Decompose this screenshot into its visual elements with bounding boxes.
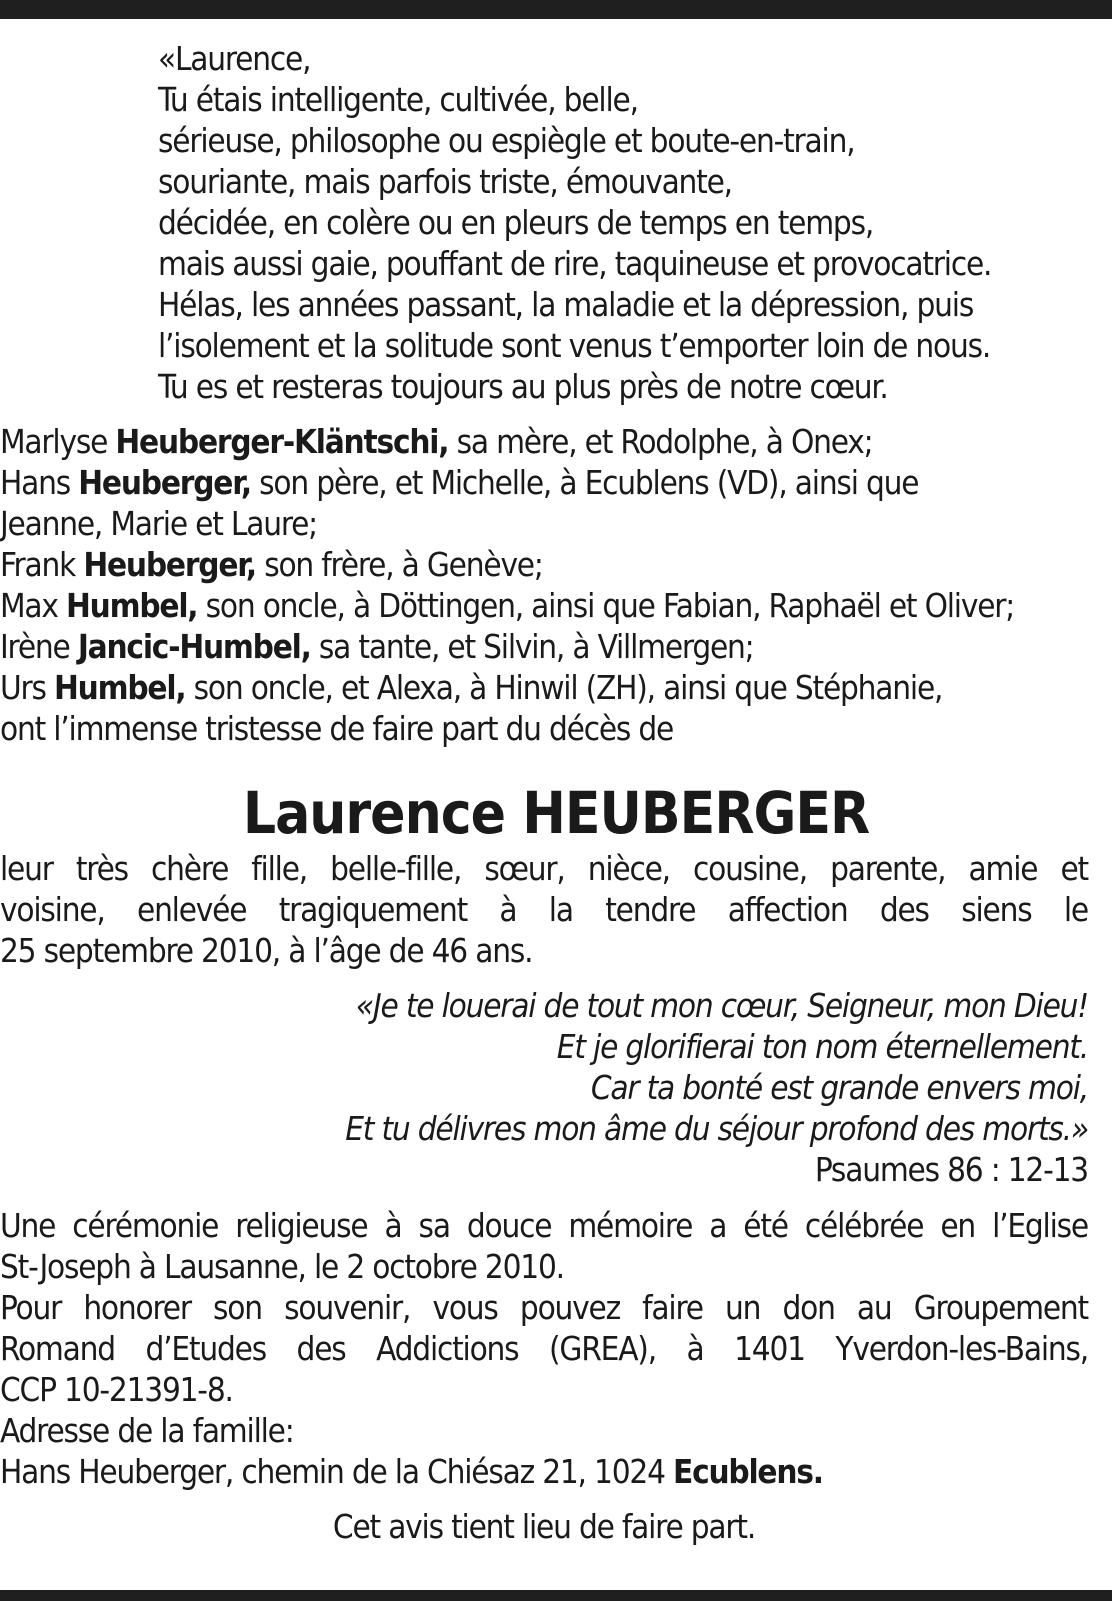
psalm-line: Et je glorifierai ton nom éternellement. xyxy=(556,1027,1088,1066)
family-line: Frank Heuberger, son frère, à Genève; xyxy=(0,545,543,584)
family-address xyxy=(0,1410,823,1492)
ceremony-line: Une cérémonie religieuse à sa douce mémoire a été célébrée en l’Eglise xyxy=(0,1206,1088,1245)
poem-line: sérieuse, philosophe ou espiègle et boute-en-train, xyxy=(158,121,855,160)
psalm-line: «Je te louerai de tout mon cœur, Seigneur, mon Dieu! xyxy=(355,986,1088,1025)
family-address-line: Hans Heuberger, chemin de la Chiésaz 21, 1024 Ecublens. xyxy=(0,1452,823,1491)
family-line: ont l’immense tristesse de faire part du décès de xyxy=(0,709,674,748)
bottom-rule xyxy=(0,1590,1112,1601)
description-line: leur très chère fille, belle-fille, sœur, nièce, cousine, parente, amie et xyxy=(0,849,1088,888)
donation-line: CCP 10-21391-8. xyxy=(0,1370,233,1409)
psalm-line: Car ta bonté est grande envers moi, xyxy=(590,1068,1088,1107)
psalm-quote xyxy=(0,985,1088,1190)
donation-line: Pour honorer son souvenir, vous pouvez faire un don au Groupement xyxy=(0,1288,1088,1327)
donation xyxy=(0,1287,1088,1410)
family-list xyxy=(0,421,1014,749)
family-line: Urs Humbel, son oncle, et Alexa, à Hinwil (ZH), ainsi que Stéphanie, xyxy=(0,668,943,707)
top-rule xyxy=(0,0,1112,19)
poem-line: mais aussi gaie, pouffant de rire, taquineuse et provocatrice. xyxy=(158,244,992,283)
psalm-line: Et tu délivres mon âme du séjour profond des morts.» xyxy=(345,1109,1088,1148)
family-line: Jeanne, Marie et Laure; xyxy=(0,504,317,543)
deceased-name: Laurence HEUBERGER xyxy=(242,779,870,847)
description xyxy=(0,848,1088,971)
poem xyxy=(158,38,991,407)
poem-line: souriante, mais parfois triste, émouvante, xyxy=(158,162,732,201)
closing-note: Cet avis tient lieu de faire part. xyxy=(332,1507,756,1546)
poem-line: «Laurence, xyxy=(158,39,311,78)
family-address-label: Adresse de la famille: xyxy=(0,1411,294,1450)
ceremony-line: St-Joseph à Lausanne, le 2 octobre 2010. xyxy=(0,1247,564,1286)
poem-line: Tu étais intelligente, cultivée, belle, xyxy=(158,80,638,119)
poem-line: Hélas, les années passant, la maladie et la dépression, puis xyxy=(158,285,974,324)
family-line: Irène Jancic-Humbel, sa tante, et Silvin, à Villmergen; xyxy=(0,627,754,666)
psalm-reference: Psaumes 86 : 12-13 xyxy=(814,1150,1088,1189)
description-line: 25 septembre 2010, à l’âge de 46 ans. xyxy=(0,931,533,970)
poem-line: décidée, en colère ou en pleurs de temps en temps, xyxy=(158,203,874,242)
description-line: voisine, enlevée tragiquement à la tendre affection des siens le xyxy=(0,890,1088,929)
poem-line: l’isolement et la solitude sont venus t’emporter loin de nous. xyxy=(158,326,991,365)
family-line: Hans Heuberger, son père, et Michelle, à Ecublens (VD), ainsi que xyxy=(0,463,919,502)
poem-line: Tu es et resteras toujours au plus près de notre cœur. xyxy=(158,367,888,406)
ceremony xyxy=(0,1205,1088,1287)
family-line: Marlyse Heuberger-Kläntschi, sa mère, et Rodolphe, à Onex; xyxy=(0,422,873,461)
donation-line: Romand d’Etudes des Addictions (GREA), à 1401 Yverdon-les-Bains, xyxy=(0,1329,1088,1368)
family-line: Max Humbel, son oncle, à Döttingen, ainsi que Fabian, Raphaël et Oliver; xyxy=(0,586,1015,625)
